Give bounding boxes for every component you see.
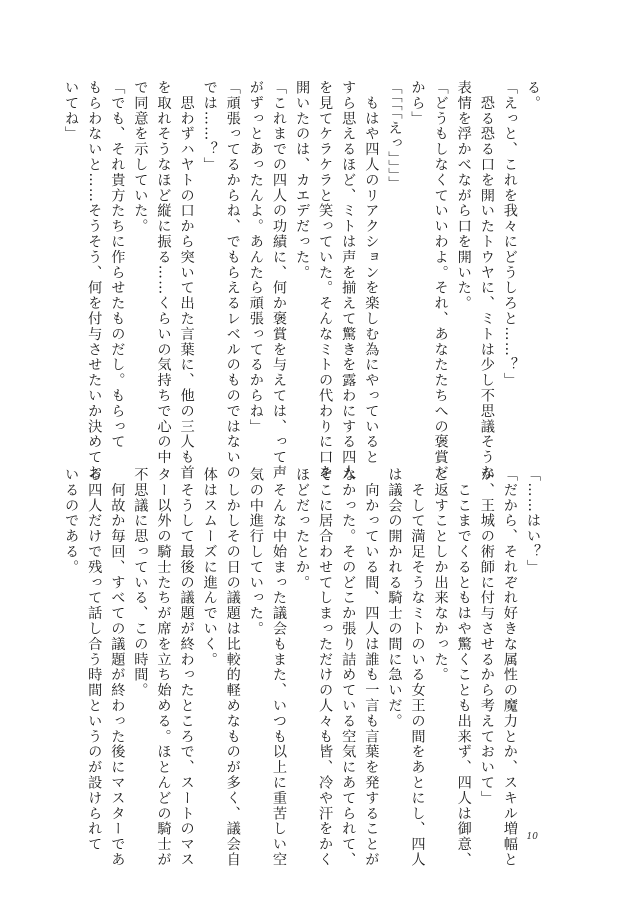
text-line: そこに居合わせてしまっただけの人々も皆、冷や汗をかく xyxy=(317,467,334,868)
text-line: 「……はい？」 xyxy=(525,467,541,575)
text-line: 表情を浮かべながら口を開いた。 xyxy=(455,80,472,311)
text-line: は議会の開かれる騎士の間に急いだ。 xyxy=(386,467,403,729)
text-line: ター以外の騎士たちが席を立ち始める。ほとんどの騎士が xyxy=(155,467,172,868)
text-line: 「どうもしなくていいわよ。それ、あなたたちへの褒賞だ xyxy=(432,80,449,481)
text-line: 何故か毎回、すべての議題が終わった後にマスターであ xyxy=(109,467,126,868)
text-line: ほどだったとか。 xyxy=(294,467,311,591)
text-line: から」 xyxy=(409,80,426,127)
text-line: ここまでくるともはや驚くことも出来ず、四人は御意、 xyxy=(455,467,472,868)
text-line: 開いたのは、カエデだった。 xyxy=(294,80,311,281)
upper-text-column xyxy=(63,80,544,481)
text-line: を見てケラケラと笑っていた。そんなミトの代わりに口を xyxy=(317,80,334,481)
text-line: 「だから、それぞれ好きな属性の魔力とか、スキル増幅と xyxy=(501,467,518,868)
text-line: と返すことしか出来なかった。 xyxy=(432,467,449,683)
text-line: 「これまでの四人の功績に、何か褒賞を与えては、って声 xyxy=(270,80,287,481)
text-line: そして満足そうなミトのいる女王の間をあとにし、四人 xyxy=(409,467,426,868)
text-line: 不思議に思っている、この時間。 xyxy=(132,467,149,698)
text-line: では……？」 xyxy=(201,80,218,173)
text-line: すら思えるほど、ミトは声を揃えて驚きを露わにする四人 xyxy=(340,80,357,481)
text-line: いるのである。 xyxy=(63,467,80,575)
text-line: る。 xyxy=(525,80,541,111)
text-line: なかった。そのどこか張り詰めている空気にあてられて、 xyxy=(340,467,357,868)
text-line: を取れそうなほど縦に振る……くらいの気持ちで心の中 xyxy=(155,80,172,465)
text-line: 思わずハヤトの口から突いて出た言葉に、他の三人も首 xyxy=(178,80,195,481)
text-line: もはや四人のリアクションを楽しむ為にやっていると xyxy=(363,80,380,465)
text-line: 向かっている間、四人は誰も一言も言葉を発することが xyxy=(363,467,380,868)
text-line: で同意を示していた。 xyxy=(132,80,149,234)
text-line: そんな中始まった議会もまた、いつも以上に重苦しい空 xyxy=(270,467,287,868)
text-line: 体はスムーズに進んでいく。 xyxy=(201,467,218,668)
text-line: しかしその日の議題は比較的軽めなものが多く、議会自 xyxy=(224,467,241,868)
text-line: 恐る恐る口を開いたトウヤに、ミトは少し不思議そうな xyxy=(478,80,495,481)
page-number: 10 xyxy=(526,832,538,842)
text-line: 気の中進行していった。 xyxy=(247,467,264,637)
text-line: もらわないと……そうそう、何を付与させたいか決めてお xyxy=(86,80,103,481)
text-line: 「「「「えっ」」」」 xyxy=(386,80,403,192)
text-line: がずっとあったんよ。あんたら頑張ってるからね」 xyxy=(247,80,264,435)
text-line: 「でも、それ貴方たちに作らせたものだし。もらって xyxy=(109,80,126,450)
text-line: 「頑張ってるからね、でもらえるレベルのものではないの xyxy=(224,80,241,481)
text-line: か、王城の術師に付与させるから考えておいて」 xyxy=(478,467,495,806)
text-line: 「えっと、これを我々にどうしろと……？」 xyxy=(501,80,518,388)
text-line: いてね」 xyxy=(63,80,80,142)
text-line: そうして最後の議題が終わったところで、スートのマス xyxy=(178,467,195,868)
text-line: る四人だけで残って話し合う時間というのが設けられて xyxy=(86,467,103,852)
